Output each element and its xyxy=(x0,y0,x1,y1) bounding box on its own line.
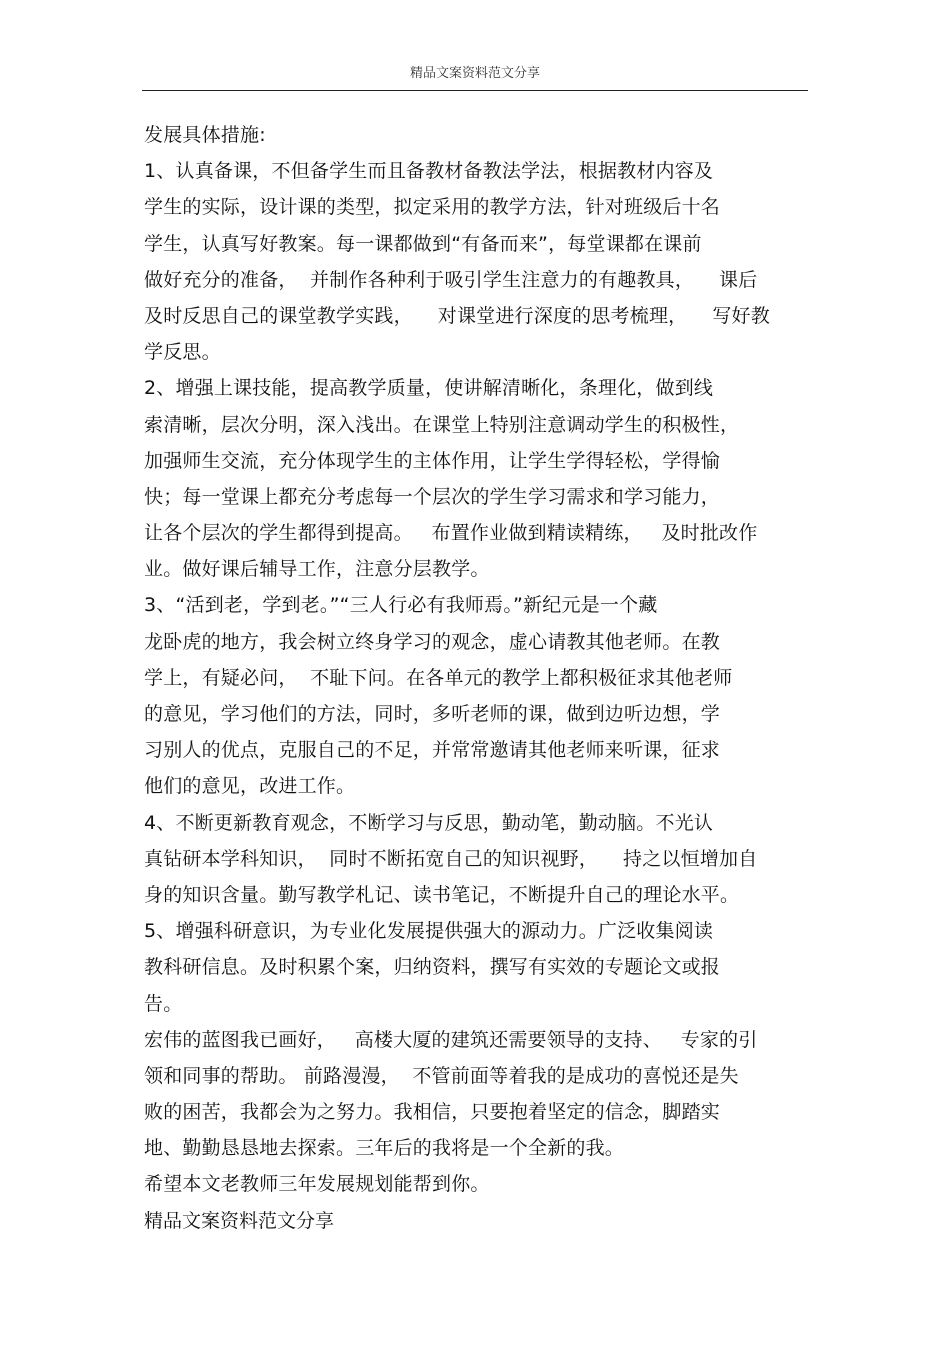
text-line: 希望本文老教师三年发展规划能帮到你。 xyxy=(144,1173,490,1196)
text-line: 地、勤勤恳恳地去探索。三年后的我将是一个全新的我。 xyxy=(144,1137,625,1160)
text-line: 3、“活到老，学到老。”“三人行必有我师焉。”新纪元是一个藏 xyxy=(144,594,658,617)
text-line: 及时反思自己的课堂教学实践， 对课堂进行深度的思考梳理， 写好教 xyxy=(144,304,770,327)
text-line: 1、认真备课，不但备学生而且备教材备教法学法，根据教材内容及 xyxy=(144,160,714,183)
text-line: 的意见，学习他们的方法，同时，多听老师的课，做到边听边想，学 xyxy=(144,703,721,725)
text-line: 领和同事的帮助。 前路漫漫， 不管前面等着我的是成功的喜悦还是失 xyxy=(144,1064,739,1087)
text-line: 败的困苦，我都会为之努力。我相信，只要抱着坚定的信念，脚踏实 xyxy=(144,1101,721,1124)
text-line: 业。做好课后辅导工作，注意分层教学。 xyxy=(144,558,490,581)
text-line: 索清晰，层次分明，深入浅出。在课堂上特别注意调动学生的积极性， xyxy=(144,413,740,436)
text-line: 4、不断更新教育观念，不断学习与反思，勤动笔，勤动脑。不光认 xyxy=(144,811,714,834)
text-line: 身的知识含量。勤写教学札记、读书笔记，不断提升自己的理论水平。 xyxy=(144,883,740,906)
page-header: 精品文案资料范文分享 xyxy=(409,66,540,81)
text-line: 发展具体措施: xyxy=(144,124,266,146)
header-divider xyxy=(142,90,808,91)
page-footer: 精品文案资料范文分享 xyxy=(144,1209,335,1232)
text-line: 教科研信息。及时积累个案，归纳资料，撰写有实效的专题论文或报 xyxy=(144,956,721,979)
text-line: 5、增强科研意识，为专业化发展提供强大的源动力。广泛收集阅读 xyxy=(144,920,714,943)
text-line: 他们的意见，改进工作。 xyxy=(144,775,356,798)
text-line: 做好充分的准备， 并制作各种利于吸引学生注意力的有趣教具， 课后 xyxy=(144,268,758,291)
text-line: 2、增强上课技能，提高教学质量，使讲解清晰化，条理化，做到线 xyxy=(144,377,714,400)
text-line: 学生的实际，设计课的类型，拟定采用的教学方法，针对班级后十名 xyxy=(144,196,721,219)
text-line: 加强师生交流，充分体现学生的主体作用，让学生学得轻松，学得愉 xyxy=(144,449,721,472)
text-line: 宏伟的蓝图我已画好， 高楼大厦的建筑还需要领导的支持、 专家的引 xyxy=(144,1028,758,1051)
document-body xyxy=(144,117,810,1239)
text-line: 快；每一堂课上都充分考虑每一个层次的学生学习需求和学习能力， xyxy=(144,485,721,508)
text-line: 习别人的优点，克服自己的不足，并常常邀请其他老师来听课，征求 xyxy=(144,739,721,762)
text-line: 告。 xyxy=(144,992,183,1015)
text-line: 学上，有疑必问， 不耻下问。在各单元的教学上都积极征求其他老师 xyxy=(144,666,733,689)
text-line: 龙卧虎的地方，我会树立终身学习的观念，虚心请教其他老师。在教 xyxy=(144,630,721,653)
text-line: 学生，认真写好教案。每一课都做到“有备而来”，每堂课都在课前 xyxy=(144,232,702,255)
text-line: 真钻研本学科知识， 同时不断拓宽自己的知识视野， 持之以恒增加自 xyxy=(144,847,758,870)
text-line: 让各个层次的学生都得到提高。 布置作业做到精读精练， 及时批改作 xyxy=(144,522,758,545)
text-line: 学反思。 xyxy=(144,341,221,364)
